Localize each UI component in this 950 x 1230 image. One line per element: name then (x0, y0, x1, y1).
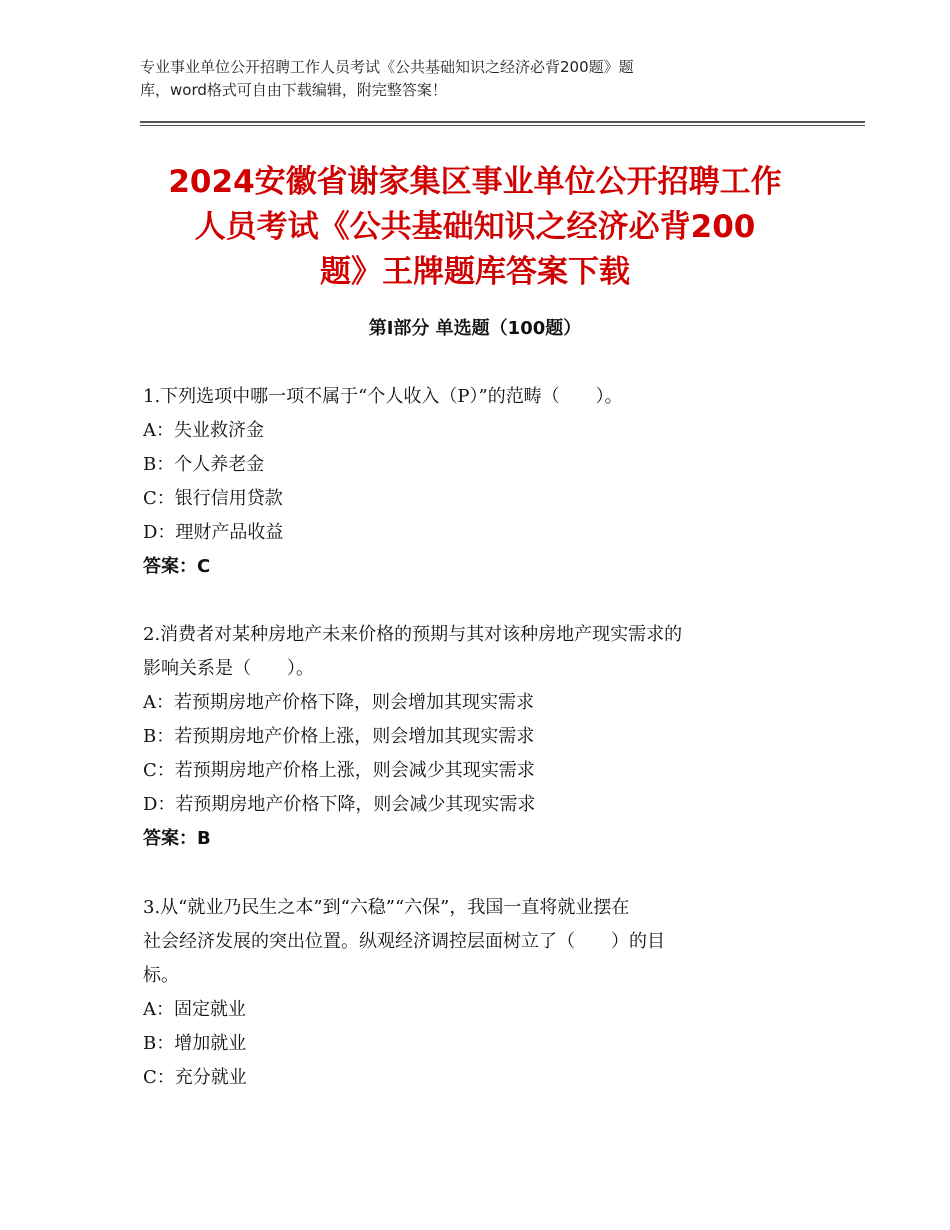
question-stem-line-1: 2.消费者对某种房地产未来价格的预期与其对该种房地产现实需求的 (143, 624, 683, 645)
option-c: C：若预期房地产价格上涨，则会减少其现实需求 (143, 760, 535, 781)
question-1 (143, 380, 803, 584)
answer: 答案：B (143, 828, 211, 849)
question-stem: 1.下列选项中哪一项不属于“个人收入（P）”的范畴（ ）。 (143, 386, 623, 407)
header-line-1: 专业事业单位公开招聘工作人员考试《公共基础知识之经济必背200题》题 (140, 58, 634, 76)
title-line-3: 题》王牌题库答案下载 (320, 254, 630, 290)
question-stem-line-3: 标。 (143, 965, 179, 986)
title-line-2: 人员考试《公共基础知识之经济必背200 (194, 209, 756, 245)
header-line-2: 库，word格式可自由下载编辑，附完整答案！ (140, 81, 447, 99)
question-stem-line-2: 影响关系是（ ）。 (143, 658, 314, 679)
section-title: 第Ⅰ部分 单选题（100题） (368, 318, 582, 339)
option-a: A：若预期房地产价格下降，则会增加其现实需求 (143, 692, 534, 713)
option-a: A：固定就业 (143, 999, 246, 1020)
question-stem-line-2: 社会经济发展的突出位置。纵观经济调控层面树立了（ ）的目 (143, 931, 665, 952)
question-2 (143, 618, 803, 856)
option-c: C：充分就业 (143, 1067, 247, 1088)
option-d: D：若预期房地产价格下降，则会减少其现实需求 (143, 794, 536, 815)
document-header (140, 56, 820, 102)
option-b: B：若预期房地产价格上涨，则会增加其现实需求 (143, 726, 535, 747)
option-c: C：银行信用贷款 (143, 488, 283, 509)
header-divider-thin (140, 125, 865, 126)
option-a: A：失业救济金 (143, 420, 264, 441)
option-d: D：理财产品收益 (143, 522, 284, 543)
header-divider-thick (140, 121, 865, 123)
question-3 (143, 891, 803, 1095)
option-b: B：增加就业 (143, 1033, 247, 1054)
option-b: B：个人养老金 (143, 454, 265, 475)
title-line-1: 2024安徽省谢家集区事业单位公开招聘工作 (168, 164, 782, 200)
question-stem-line-1: 3.从“就业乃民生之本”到“六稳”“六保”，我国一直将就业摆在 (143, 897, 630, 918)
document-title (110, 160, 840, 295)
answer: 答案：C (143, 556, 211, 577)
